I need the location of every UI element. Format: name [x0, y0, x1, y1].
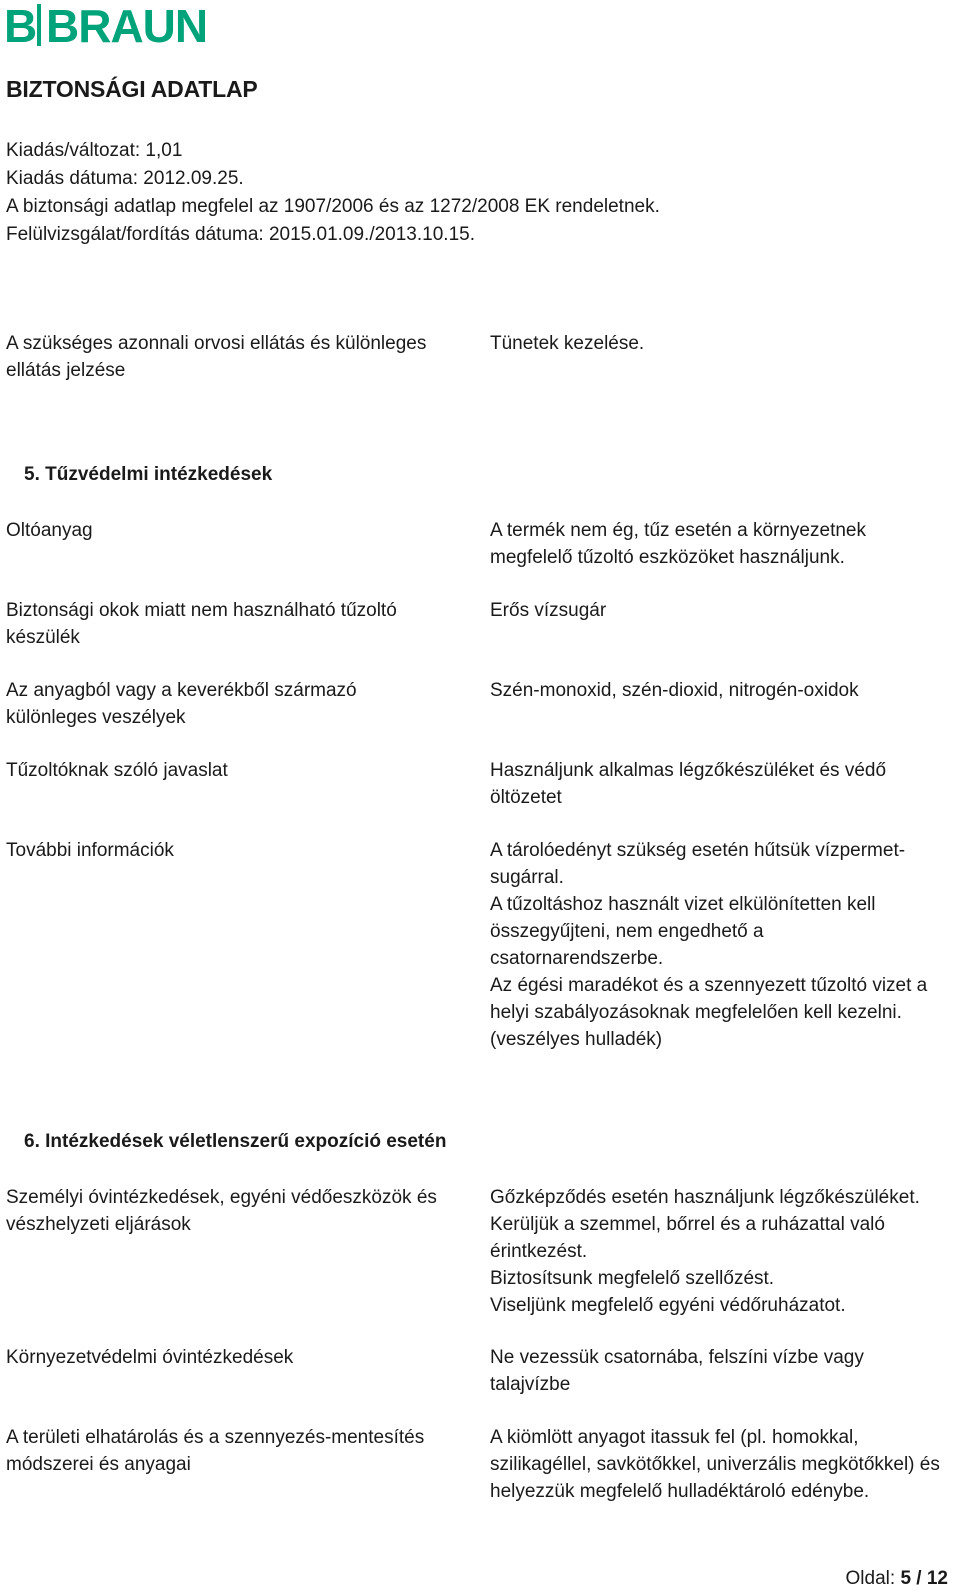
s5-value-firefighter-advice: Használjunk alkalmas légzőkészüléket és védő öltözetet	[490, 760, 887, 808]
page-label: Oldal:	[845, 1568, 896, 1589]
section5-number: 5.	[24, 464, 40, 485]
s6-value-containment-methods: A kiömlött anyagot itassuk fel (pl. homokkal, szilikagéllel, savkötőkkel, univerzális megkötőkkel) és helyezzük megfelelő hulladéktároló edénybe.	[490, 1427, 940, 1502]
s5-value-unsuitable-media: Erős vízsugár	[490, 600, 607, 621]
issue-version: Kiadás/változat: 1,01	[6, 140, 183, 161]
s6-value-environmental-precautions: Ne vezessük csatornába, felszíni vízbe vagy talajvízbe	[490, 1347, 864, 1395]
s6-label-containment-methods: A területi elhatárolás és a szennyezés-mentesítés módszerei és anyagai	[6, 1427, 425, 1475]
section5-heading	[24, 464, 272, 486]
svg-text:B: B	[4, 0, 37, 50]
section4-value: Tünetek kezelése.	[490, 333, 645, 354]
s6-label-personal-precautions: Személyi óvintézkedések, egyéni védőeszközök és vészhelyzeti eljárások	[6, 1187, 437, 1235]
s5-label-firefighter-advice: Tűzoltóknak szóló javaslat	[6, 760, 228, 781]
revision-date: Felülvizsgálat/fordítás dátuma: 2015.01.09./2013.10.15.	[6, 224, 475, 245]
svg-text:BRAUN: BRAUN	[46, 0, 208, 50]
braun-logo	[4, 0, 256, 50]
section6-number: 6.	[24, 1131, 40, 1152]
s5-value-extinguishing-media: A termék nem ég, tűz esetén a környezetnek megfelelő tűzoltó eszközöket használjunk.	[490, 520, 866, 568]
s5-label-unsuitable-media: Biztonsági okok miatt nem használható tűzoltó készülék	[6, 600, 397, 648]
s5-label-extinguishing-media: Oltóanyag	[6, 520, 93, 541]
s6-label-environmental-precautions: Környezetvédelmi óvintézkedések	[6, 1347, 294, 1368]
s5-label-special-hazards: Az anyagból vagy a keverékből származó különleges veszélyek	[6, 680, 357, 728]
s5-value-special-hazards: Szén-monoxid, szén-dioxid, nitrogén-oxidok	[490, 680, 859, 701]
document-title: BIZTONSÁGI ADATLAP	[6, 76, 258, 102]
section5-title: Tűzvédelmi intézkedések	[45, 464, 273, 485]
page-value: 5 / 12	[900, 1568, 948, 1589]
regulation-statement: A biztonsági adatlap megfelel az 1907/2006 és az 1272/2008 EK rendeletnek.	[6, 196, 660, 217]
section6-title: Intézkedések véletlenszerű expozíció esetén	[45, 1131, 447, 1152]
section4-label: A szükséges azonnali orvosi ellátás és különleges ellátás jelzése	[6, 333, 427, 381]
section6-heading	[24, 1131, 446, 1153]
issue-date: Kiadás dátuma: 2012.09.25.	[6, 168, 244, 189]
s5-value-further-info: A tárolóedényt szükség esetén hűtsük vízpermet-sugárral. A tűzoltáshoz használt vizet elkülönítetten kell összegyűjteni, nem engedhető a csatornarendszerbe. Az égési maradékot és a szennyezett tűzoltó vizet a helyi szabályozásoknak megfelelően kell kezelni. (veszélyes hulladék)	[490, 840, 928, 1050]
s6-value-personal-precautions: Gőzképződés esetén használjunk légzőkészüléket. Kerüljük a szemmel, bőrrel és a ruházattal való érintkezést. Biztosítsunk megfelelő szellőzést. Viseljünk megfelelő egyéni védőruházatot.	[490, 1187, 920, 1316]
page-number	[846, 1568, 948, 1590]
s5-label-further-info: További információk	[6, 840, 174, 861]
